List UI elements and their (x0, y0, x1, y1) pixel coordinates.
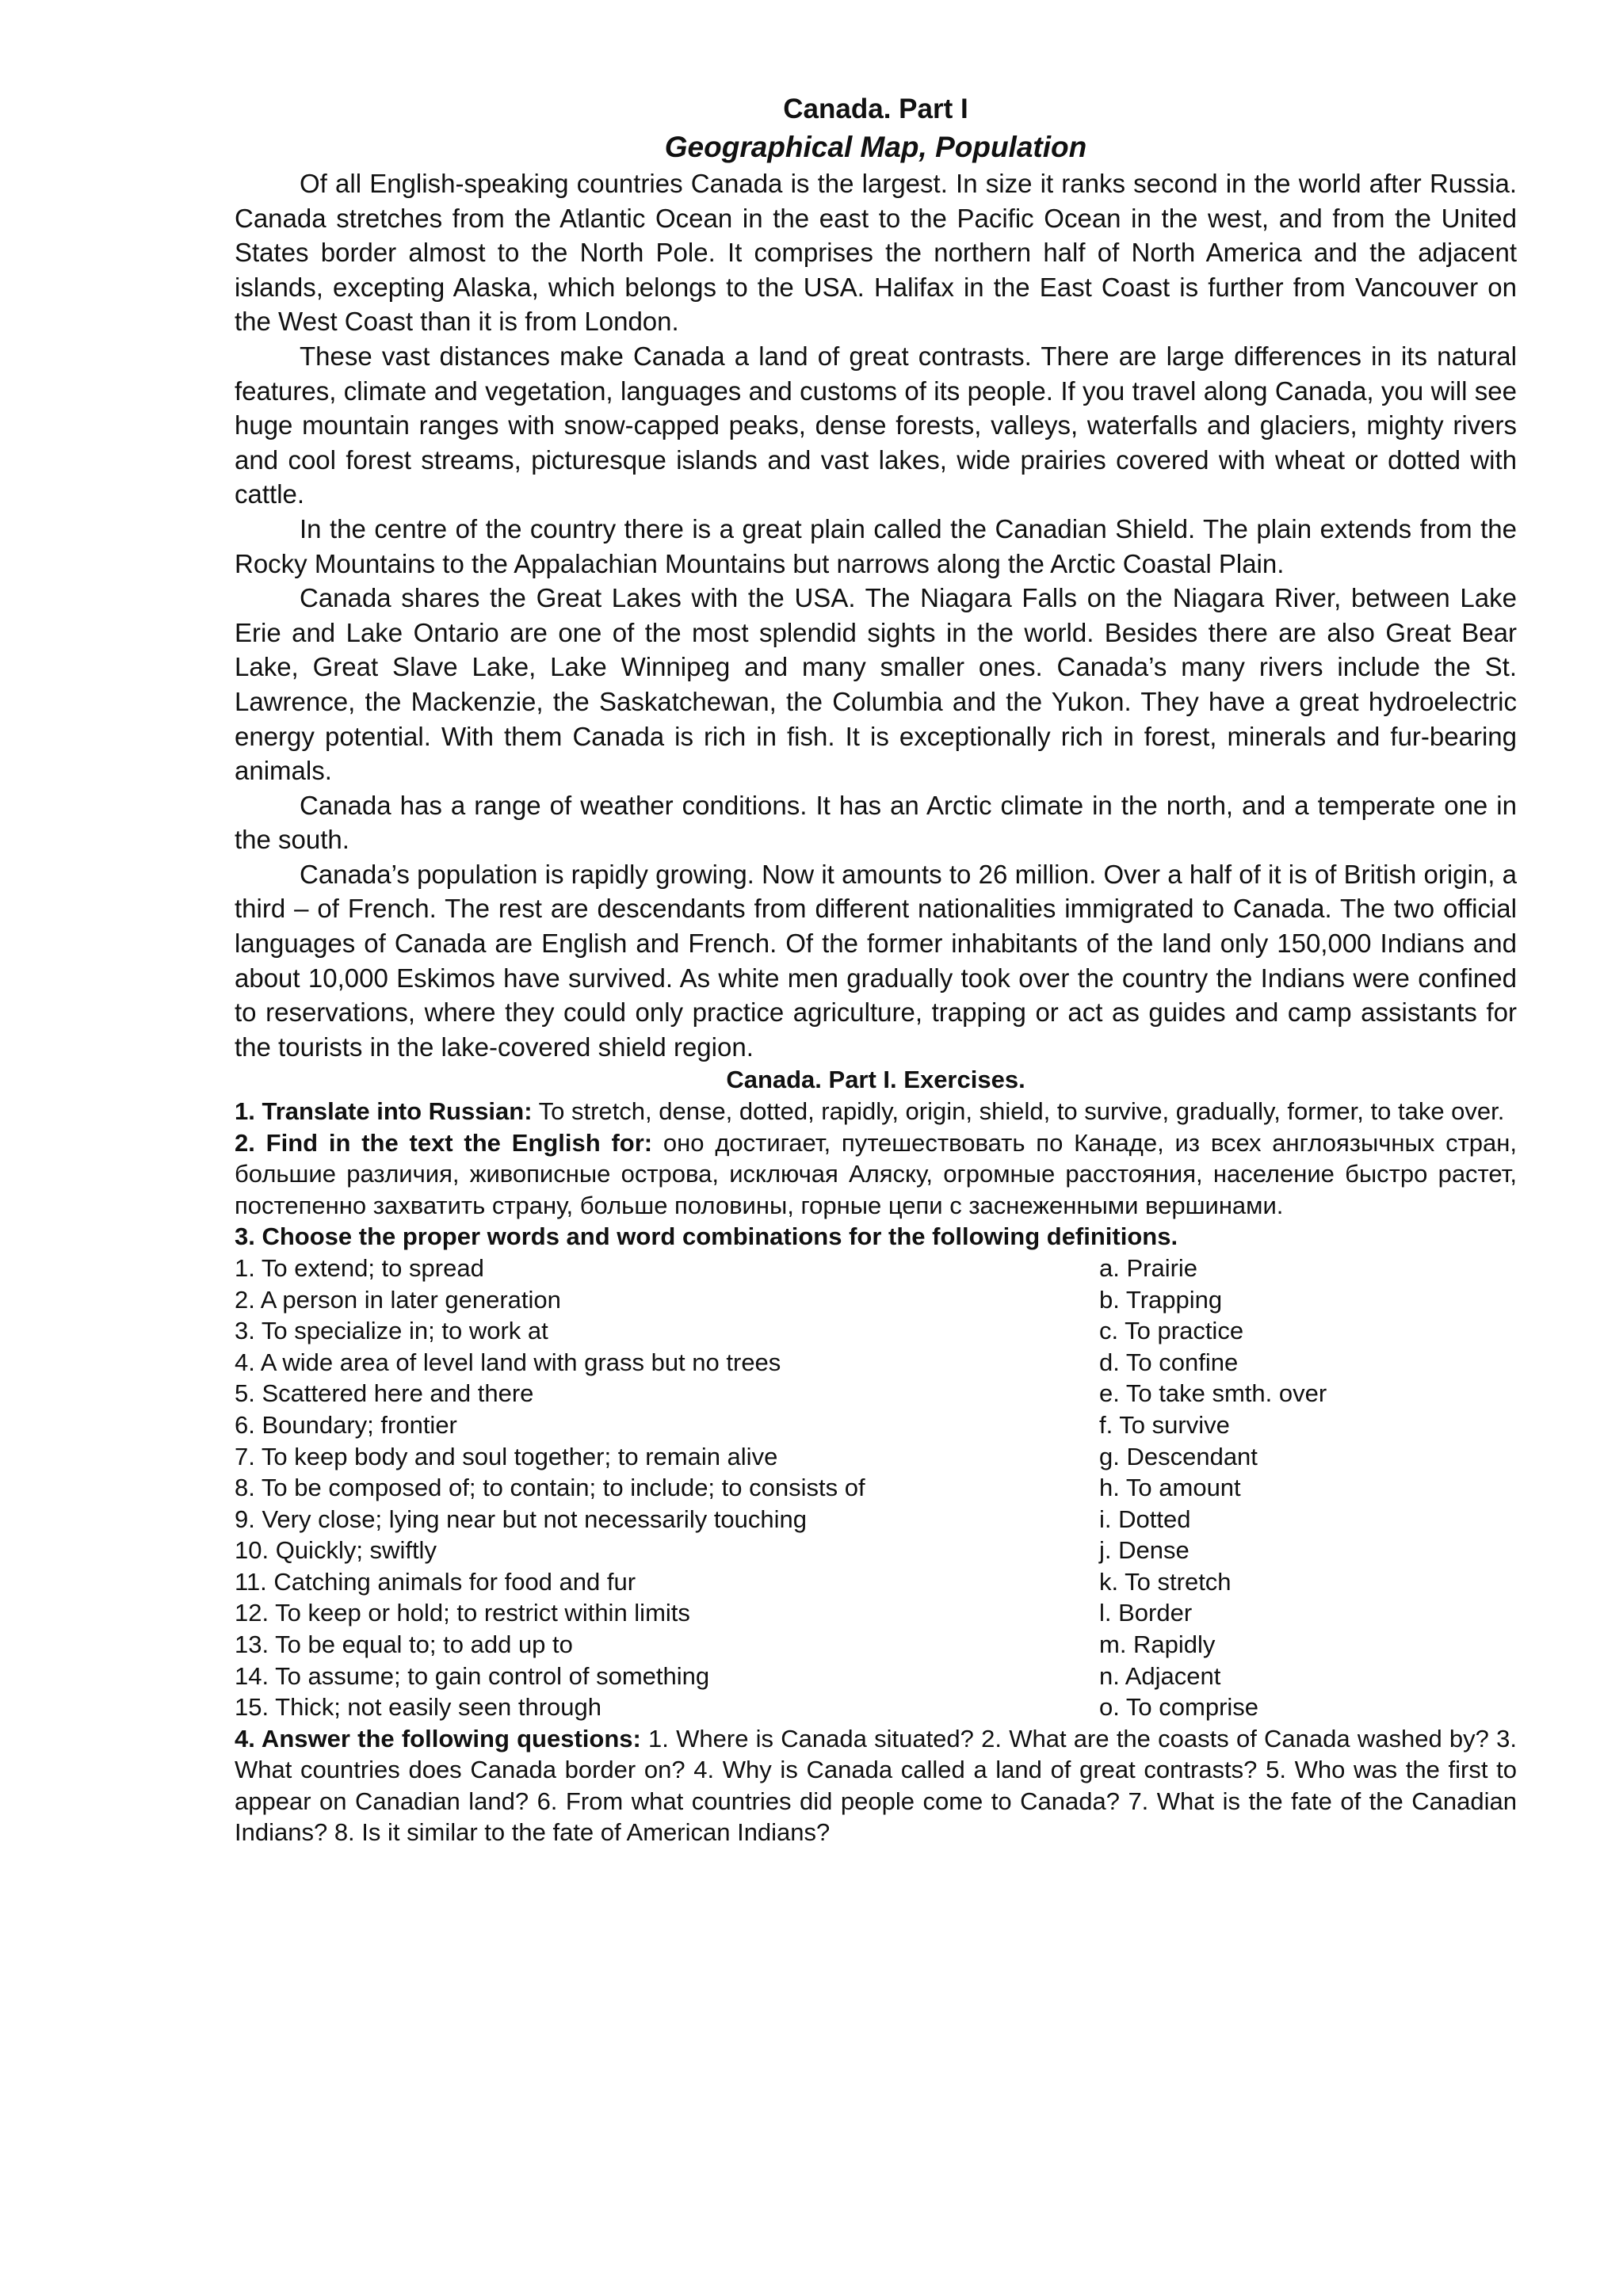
page-subtitle: Geographical Map, Population (664, 131, 1087, 163)
matching-word: i. Dotted (1099, 1505, 1191, 1533)
matching-word: k. To stretch (1099, 1567, 1232, 1596)
paragraph: These vast distances make Canada a land of great contrasts. There are large differences in its natural features, climate and vegetation, languages and customs of its people. If you travel along Canada, you will see huge mountain ranges with snow-capped peaks, dense forests, valleys, waterfalls and glaciers, mighty rivers and cool forest streams, picturesque islands and vast lakes, wide prairies covered with wheat or dotted with cattle. (235, 341, 1517, 509)
exercise-1-label: 1. Translate into Russian: (235, 1097, 533, 1126)
definition: 4. A wide area of level land with grass but no trees (235, 1348, 781, 1376)
exercise-1 (235, 1096, 1517, 1127)
matching-word: e. To take smth. over (1099, 1379, 1327, 1408)
paragraph: Canada’s population is rapidly growing. Now it amounts to 26 million. Over a half of it is of British origin, a third – of French. The rest are descendants from different nationalities immigrated to Canada. The two official languages of Canada are English and French. Of the former inhabitants of the land only 150,000 Indians and about 10,000 Eskimos have survived. As white men gradually took over the country the Indians were confined to reservations, where they could only practice agriculture, trapping or act as guides and camp assistants for the tourists in the lake-covered shield region. (235, 859, 1517, 1062)
exercise-2-text: оно достигает, путешествовать по Канаде, из всех англоязычных стран, большие различия, живописные острова, исключая Аляску, огромные расстояния, население быстро растет, постепенно захватить страну, больше половины, горные цепи с заснеженными вершинами. (235, 1128, 1517, 1219)
matching-word: l. Border (1099, 1599, 1193, 1627)
definition-row (235, 1629, 1517, 1661)
definition-row (235, 1566, 1517, 1598)
exercises-title: Canada. Part I. Exercises. (726, 1066, 1025, 1094)
matching-word: h. To amount (1099, 1474, 1241, 1502)
exercise-4-label: 4. Answer the following questions: (235, 1724, 641, 1753)
matching-word: n. Adjacent (1099, 1661, 1221, 1690)
definition-row (235, 1472, 1517, 1504)
page-title: Canada. Part I (783, 93, 968, 124)
definition-row (235, 1691, 1517, 1723)
exercise-4 (235, 1723, 1517, 1848)
definition-row (235, 1409, 1517, 1441)
exercise-1-text: To stretch, dense, dotted, rapidly, origin, shield, to survive, gradually, former, to take over. (532, 1097, 1505, 1126)
definition: 2. A person in later generation (235, 1285, 561, 1314)
matching-word: g. Descendant (1099, 1442, 1258, 1470)
definition-row (235, 1661, 1517, 1692)
exercise-3 (235, 1221, 1517, 1253)
matching-word: m. Rapidly (1099, 1630, 1216, 1659)
definition: 11. Catching animals for food and fur (235, 1567, 636, 1596)
definition: 3. To specialize in; to work at (235, 1317, 548, 1345)
matching-word: c. To practice (1099, 1317, 1244, 1345)
definition-row (235, 1441, 1517, 1473)
definition-row (235, 1378, 1517, 1409)
document-page (235, 87, 1517, 1848)
definition-row (235, 1347, 1517, 1379)
definition-row (235, 1253, 1517, 1284)
definition-row (235, 1315, 1517, 1347)
definition: 13. To be equal to; to add up to (235, 1630, 573, 1659)
definition-row (235, 1504, 1517, 1535)
definition: 15. Thick; not easily seen through (235, 1693, 601, 1722)
definition: 10. Quickly; swiftly (235, 1536, 437, 1565)
definition: 8. To be composed of; to contain; to include; to consists of (235, 1474, 865, 1502)
definition: 12. To keep or hold; to restrict within limits (235, 1599, 690, 1627)
definition-row (235, 1535, 1517, 1566)
paragraph: In the centre of the country there is a great plain called the Canadian Shield. The plain extends from the Rocky Mountains to the Appalachian Mountains but narrows along the Arctic Coastal Plain. (235, 513, 1517, 578)
matching-word: a. Prairie (1099, 1253, 1198, 1282)
paragraph: Of all English-speaking countries Canada is the largest. In size it ranks second in the world after Russia. Canada stretches from the Atlantic Ocean in the east to the Pacific Ocean in the west, and from the United States border almost to the North Pole. It comprises the northern half of North America and the adjacent islands, excepting Alaska, which belongs to the USA. Halifax in the East Coast is further from Vancouver on the West Coast than it is from London. (235, 169, 1517, 337)
definition: 14. To assume; to gain control of something (235, 1661, 710, 1690)
definition: 9. Very close; lying near but not necessarily touching (235, 1505, 808, 1533)
exercise-2-label: 2. Find in the text the English for: (235, 1128, 653, 1157)
definition-row (235, 1284, 1517, 1316)
matching-word: j. Dense (1099, 1536, 1190, 1565)
matching-word: b. Trapping (1099, 1285, 1223, 1314)
definition: 6. Boundary; frontier (235, 1410, 457, 1439)
definition: 5. Scattered here and there (235, 1379, 534, 1408)
definition: 1. To extend; to spread (235, 1253, 484, 1282)
definition: 7. To keep body and soul together; to remain alive (235, 1442, 778, 1470)
paragraph: Canada has a range of weather conditions. It has an Arctic climate in the north, and a temperate one in the south. (235, 790, 1517, 855)
paragraph: Canada shares the Great Lakes with the USA. The Niagara Falls on the Niagara River, between Lake Erie and Lake Ontario are one of the most splendid sights in the world. Besides there are also Great Bear Lake, Great Slave Lake, Lake Winnipeg and many smaller ones. Canada’s many rivers include the St. Lawrence, the Mackenzie, the Saskatchewan, the Columbia and the Yukon. They have a great hydroelectric energy potential. With them Canada is rich in fish. It is exceptionally rich in forest, minerals and fur-bearing animals. (235, 583, 1517, 786)
definition-row (235, 1597, 1517, 1629)
matching-word: d. To confine (1099, 1348, 1239, 1376)
exercise-4-text: 1. Where is Canada situated? 2. What are the coasts of Canada washed by? 3. What countries does Canada border on? 4. Why is Canada called a land of great contrasts? 5. Who was the first to appear on Canadian land? 6. From what countries did people come to Canada? 7. What is the fate of the Canadian Indians? 8. Is it similar to the fate of American Indians? (235, 1724, 1517, 1847)
exercise-2 (235, 1127, 1517, 1222)
matching-word: f. To survive (1099, 1410, 1230, 1439)
definitions-table (235, 1253, 1517, 1723)
exercise-3-label: 3. Choose the proper words and word combinations for the following definitions. (235, 1222, 1178, 1251)
matching-word: o. To comprise (1099, 1693, 1259, 1722)
